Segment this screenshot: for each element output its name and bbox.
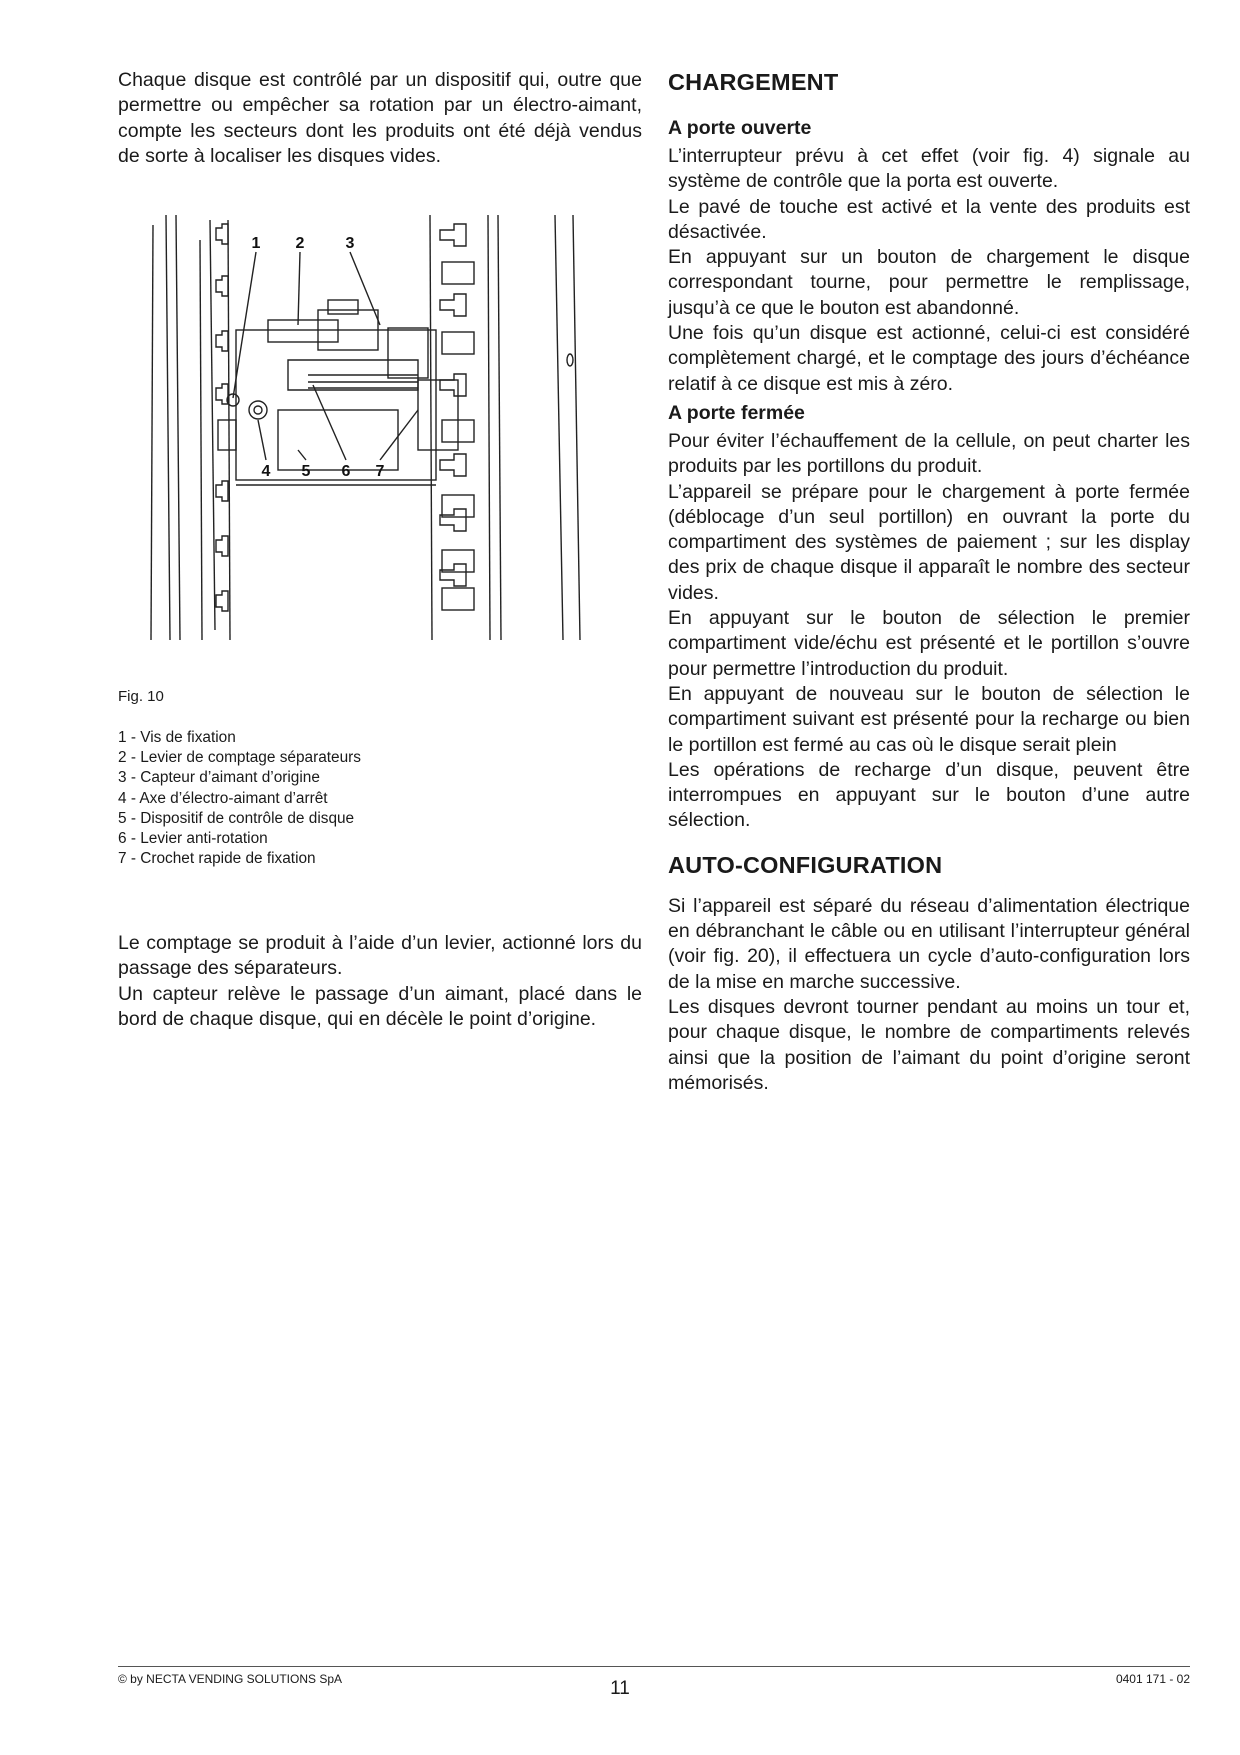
legend-item: 3 - Capteur d’aimant d’origine <box>118 769 320 787</box>
callout-2: 2 <box>295 235 305 252</box>
figure-legend <box>118 728 361 869</box>
right-column <box>668 68 1190 1096</box>
callout-7: 7 <box>375 463 385 480</box>
figure-caption: Fig. 10 <box>118 688 164 705</box>
heading-auto-configuration: AUTO-CONFIGURATION <box>668 851 943 878</box>
intro-paragraph: Chaque disque est contrôlé par un dispositif qui, outre que permettre ou empêcher sa rotation par un électro-aimant, compte les secteurs dont les produits ont été déjà vendus de sorte à localiser les disques vides. <box>118 69 642 167</box>
paragraph: Le pavé de touche est activé et la vente des produits est désactivée. <box>668 195 1190 243</box>
legend-item: 1 - Vis de fixation <box>118 729 236 746</box>
heading-chargement: CHARGEMENT <box>668 69 839 95</box>
callout-5: 5 <box>301 463 311 480</box>
callout-4: 4 <box>261 463 271 480</box>
callout-3: 3 <box>345 235 355 252</box>
paragraph: Les disques devront tourner pendant au moins un tour et, pour chaque disque, le nombre de compartiments relevés ainsi que la position de l’aimant du point d’origine seront mémorisés. <box>668 995 1190 1094</box>
legend-item: 4 - Axe d’électro-aimant d’arrêt <box>118 789 328 807</box>
paragraph: L’appareil se prépare pour le chargement à porte fermée (déblocage d’un seul portillon) en ouvrant la porte du compartiment des systèmes de paiement ; sur les display des prix de chaque disque il apparaît le nombre des secteur vides. <box>668 480 1190 604</box>
legend-item: 6 - Levier anti-rotation <box>118 830 268 848</box>
counting-paragraph: Le comptage se produit à l’aide d’un levier, actionné lors du passage des séparateurs. <box>118 932 642 980</box>
paragraph: Les opérations de recharge d’un disque, peuvent être interrompues en appuyant sur le bouton d’une autre sélection. <box>668 758 1190 832</box>
page-number: 11 <box>610 1678 630 1699</box>
callout-1: 1 <box>251 235 261 252</box>
paragraph: Pour éviter l’échauffement de la cellule, on peut charter les produits par les portillons du produit. <box>668 429 1190 478</box>
paragraph: L’interrupteur prévu à cet effet (voir fig. 4) signale au système de contrôle que la porta est ouverte. <box>668 145 1190 193</box>
paragraph: En appuyant sur le bouton de sélection le premier compartiment vide/échu est présenté et le portillon s’ouvre pour permettre l’introduction du produit. <box>668 607 1190 680</box>
left-column <box>118 68 642 169</box>
disc-control-device-illustration <box>118 210 642 650</box>
footer-copyright: © by NECTA VENDING SOLUTIONS SpA <box>118 1672 343 1686</box>
paragraph: Si l’appareil est séparé du réseau d’alimentation électrique en débranchant le câble ou en utilisant l’interrupteur général (voir fig. 20), il effectuera un cycle d’auto-configuration lors de la mise en marche successive. <box>668 894 1190 993</box>
counting-description <box>118 931 642 1032</box>
legend-item: 7 - Crochet rapide de fixation <box>118 850 316 868</box>
callout-6: 6 <box>341 463 351 480</box>
subheading-porte-ouverte: A porte ouverte <box>668 117 812 139</box>
footer-divider <box>118 1666 1190 1667</box>
document-code: 0401 171 - 02 <box>1115 1672 1190 1686</box>
subheading-porte-fermee: A porte fermée <box>668 401 805 424</box>
figure-10-drawing <box>118 210 642 650</box>
legend-item: 2 - Levier de comptage séparateurs <box>118 749 361 767</box>
sensor-paragraph: Un capteur relève le passage d’un aimant, placé dans le bord de chaque disque, qui en décèle le point d’origine. <box>118 982 642 1030</box>
paragraph: Une fois qu’un disque est actionné, celui-ci est considéré complètement chargé, et le comptage des jours d’échéance relatif à ce disque est mis à zéro. <box>668 322 1190 395</box>
paragraph: En appuyant sur un bouton de chargement le disque correspondant tourne, pour permettre le remplissage, jusqu’à ce que le bouton est abandonné. <box>668 246 1190 319</box>
paragraph: En appuyant de nouveau sur le bouton de sélection le compartiment suivant est présenté pour la recharge ou bien le portillon est fermé au cas où le disque serait plein <box>668 682 1190 756</box>
legend-item: 5 - Dispositif de contrôle de disque <box>118 809 355 827</box>
